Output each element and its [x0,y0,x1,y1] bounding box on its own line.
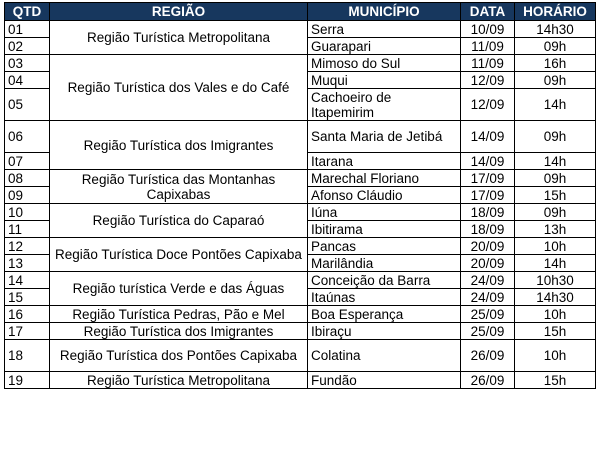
date-cell: 14/09 [461,121,515,153]
qtd-cell: 18 [5,340,50,372]
table-row [5,204,596,221]
header-municipio: MUNICÍPIO [308,3,461,21]
time-cell: 09h [515,121,596,153]
region-cell: Região Turística das Montanhas Capixabas [50,170,308,204]
time-cell: 09h [515,38,596,55]
time-cell: 10h [515,340,596,372]
table-row [5,121,596,153]
municipio-cell: Boa Esperança [308,306,461,323]
time-cell: 15h [515,323,596,340]
region-cell: Região Turística Metropolitana [50,372,308,389]
date-cell: 12/09 [461,89,515,121]
municipio-cell: Itaúnas [308,289,461,306]
schedule-table [4,2,596,389]
municipio-cell: Guarapari [308,38,461,55]
region-cell: Região turística Verde e das Águas [50,272,308,306]
table-row [5,340,596,372]
qtd-cell: 14 [5,272,50,289]
date-cell: 18/09 [461,204,515,221]
qtd-cell: 08 [5,170,50,187]
region-cell: Região Turística Pedras, Pão e Mel [50,306,308,323]
qtd-cell: 01 [5,21,50,38]
qtd-cell: 11 [5,221,50,238]
table-row [5,21,596,38]
time-cell: 15h [515,187,596,204]
municipio-cell: Marechal Floriano [308,170,461,187]
time-cell: 14h [515,153,596,170]
date-cell: 18/09 [461,221,515,238]
qtd-cell: 02 [5,38,50,55]
time-cell: 14h30 [515,21,596,38]
time-cell: 10h [515,306,596,323]
region-cell: Região Turística Doce Pontões Capixaba [50,238,308,272]
time-cell: 10h30 [515,272,596,289]
date-cell: 12/09 [461,72,515,89]
qtd-cell: 03 [5,55,50,72]
qtd-cell: 19 [5,372,50,389]
municipio-cell: Cachoeiro de Itapemirim [308,89,461,121]
region-cell: Região Turística dos Vales e do Café [50,55,308,121]
municipio-cell: Itarana [308,153,461,170]
qtd-cell: 17 [5,323,50,340]
region-cell: Região Turística do Caparaó [50,204,308,238]
qtd-cell: 10 [5,204,50,221]
municipio-cell: Ibiraçu [308,323,461,340]
municipio-cell: Serra [308,21,461,38]
date-cell: 14/09 [461,153,515,170]
header-horario: HORÁRIO [515,3,596,21]
header-qtd: QTD [5,3,50,21]
municipio-cell: Santa Maria de Jetibá [308,121,461,153]
qtd-cell: 16 [5,306,50,323]
table-row [5,372,596,389]
header-data: DATA [461,3,515,21]
time-cell: 13h [515,221,596,238]
municipio-cell: Marilândia [308,255,461,272]
table-row [5,272,596,289]
header-row [5,3,596,21]
qtd-cell: 15 [5,289,50,306]
date-cell: 24/09 [461,272,515,289]
time-cell: 16h [515,55,596,72]
table-row [5,306,596,323]
table-row [5,323,596,340]
table-row [5,170,596,187]
header-regiao: REGIÃO [50,3,308,21]
municipio-cell: Ibitirama [308,221,461,238]
date-cell: 26/09 [461,340,515,372]
date-cell: 17/09 [461,187,515,204]
date-cell: 11/09 [461,38,515,55]
qtd-cell: 12 [5,238,50,255]
time-cell: 10h [515,238,596,255]
table-body [5,21,596,389]
qtd-cell: 06 [5,121,50,153]
region-cell: Região Turística dos Pontões Capixaba [50,340,308,372]
date-cell: 17/09 [461,170,515,187]
municipio-cell: Afonso Cláudio [308,187,461,204]
region-cell: Região Turística Metropolitana [50,21,308,55]
qtd-cell: 05 [5,89,50,121]
region-cell: Região Turística dos Imigrantes [50,323,308,340]
date-cell: 25/09 [461,323,515,340]
table-row [5,55,596,72]
date-cell: 25/09 [461,306,515,323]
date-cell: 10/09 [461,21,515,38]
date-cell: 20/09 [461,238,515,255]
date-cell: 26/09 [461,372,515,389]
municipio-cell: Mimoso do Sul [308,55,461,72]
region-cell: Região Turística dos Imigrantes [50,121,308,170]
qtd-cell: 13 [5,255,50,272]
time-cell: 14h [515,255,596,272]
date-cell: 24/09 [461,289,515,306]
time-cell: 09h [515,204,596,221]
municipio-cell: Iúna [308,204,461,221]
municipio-cell: Muqui [308,72,461,89]
time-cell: 14h30 [515,289,596,306]
time-cell: 15h [515,372,596,389]
qtd-cell: 09 [5,187,50,204]
date-cell: 20/09 [461,255,515,272]
date-cell: 11/09 [461,55,515,72]
municipio-cell: Pancas [308,238,461,255]
municipio-cell: Colatina [308,340,461,372]
time-cell: 14h [515,89,596,121]
time-cell: 09h [515,170,596,187]
time-cell: 09h [515,72,596,89]
municipio-cell: Conceição da Barra [308,272,461,289]
qtd-cell: 07 [5,153,50,170]
qtd-cell: 04 [5,72,50,89]
table-row [5,238,596,255]
municipio-cell: Fundão [308,372,461,389]
